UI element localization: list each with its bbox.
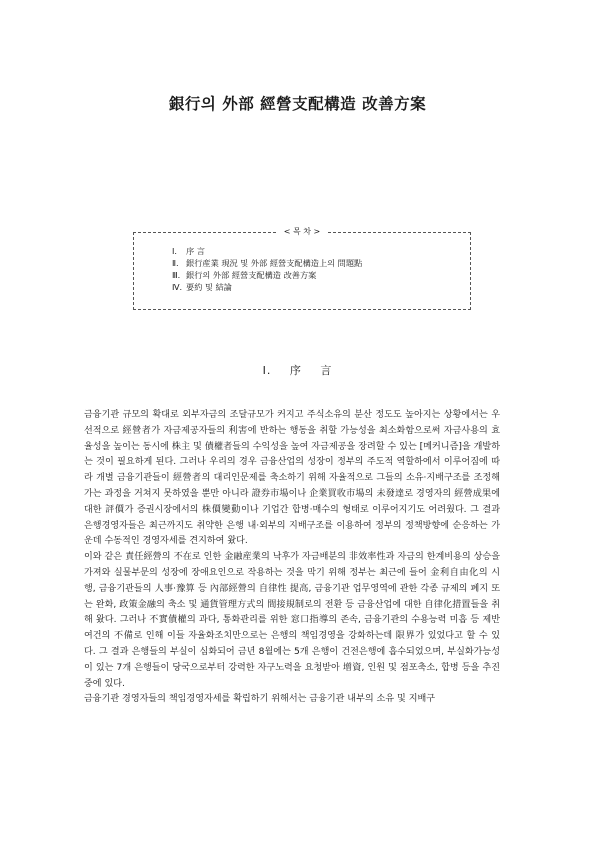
toc-item <box>172 257 362 269</box>
paragraph: 금융기관 규모의 확대로 외부자금의 조달규모가 커지고 주식소유의 분산 정도도 높아지는 상황에서는 우선적으로 經營者가 자금제공자들의 利害에 반하는 행동을 취할 가능성을 최소화함으로써 자금사용의 효율성을 높이는 동시에 株主 및 債權者들의 수익성을 높여 자금제공을 장려할 수 있는 [메커니즘]을 개발하는 것이 필요하게 된다. 그러나 우리의 경우 금융산업의 성장이 정부의 주도적 역할하에서 이루어짐에 따라 개별 금융기관들이 經營者의 대리인문제를 축소하기 위해 자율적으로 그들의 소유·지배구조를 조정해 가는 과정을 거쳐지 못하였을 뿐만 아니라 證券市場이나 企業買收市場의 未發達로 경영자의 經營成果에 대한 評價가 증권시장에서의 株價變動이나 기업간 합병·매수의 형태로 이루어지기도 어려웠다. 그 결과 은행경영자들은 최근까지도 취약한 은행 내·외부의 지배구조를 이용하여 정부의 정책방향에 순응하는 가운데 수동적인 경영자세를 견지하여 왔다. <box>84 410 500 547</box>
toc-item-label: 銀行産業 現況 및 外部 經營支配構造上의 問題點 <box>186 258 363 268</box>
toc-item-label: 序 言 <box>186 246 205 256</box>
section-heading: Ⅰ. 序 言 <box>262 364 333 377</box>
body-text <box>84 408 500 708</box>
toc-item <box>172 269 362 281</box>
toc-header: < 목 차 > <box>278 227 327 236</box>
toc-item-label: 要約 및 結論 <box>186 282 232 292</box>
toc-item-number: Ⅱ. <box>172 258 179 268</box>
toc-item <box>172 281 362 293</box>
toc-item-number: Ⅰ. <box>172 246 178 256</box>
toc-item-number: Ⅳ. <box>172 282 183 292</box>
toc-item <box>172 245 362 257</box>
paragraph: 이와 같은 責任經營의 不在로 인한 金融産業의 낙후가 자금배분의 非效率性과 자금의 한계비용의 상승을 가져와 실물부문의 성장에 장애요인으로 작용하는 것을 막기 위해 정부는 최근에 들어 金利自由化의 시행, 금융기관들의 人事·豫算 등 內部經營의 自律性 提高, 금융기관 업무영역에 관한 각종 규제의 폐지 또는 완화, 政策金融의 축소 및 通貨管理方式의 間接規制로의 전환 등 금융산업에 대한 自律化措置들을 취해 왔다. 그러나 不實債權의 과다, 통화관리를 위한 窓口指導의 존속, 금융기관의 수용능력 미흡 등 제반 여건의 不備로 인해 이들 자율화조치만으로는 은행의 책임경영을 강화하는데 限界가 있었다고 할 수 있다. 그 결과 은행들의 부실이 심화되어 금년 8월에는 5개 은행이 건전은행에 흡수되었으며, 부실화가능성이 있는 7개 은행들이 당국으로부터 강력한 자구노력을 요청받아 增資, 인원 및 점포축소, 합병 등을 추진중에 있다. <box>84 552 500 689</box>
document-title: 銀行의 外部 經營支配構造 改善方案 <box>168 95 427 113</box>
toc-list <box>172 245 362 293</box>
toc-item-label: 銀行의 外部 經營支配構造 改善方案 <box>186 270 317 280</box>
paragraph: 금융기관 경영자들의 책임경영자세를 확립하기 위해서는 금융기관 내부의 소유 및 지배구 <box>84 694 436 705</box>
toc-item-number: Ⅲ. <box>172 270 181 280</box>
table-of-contents <box>133 227 471 310</box>
